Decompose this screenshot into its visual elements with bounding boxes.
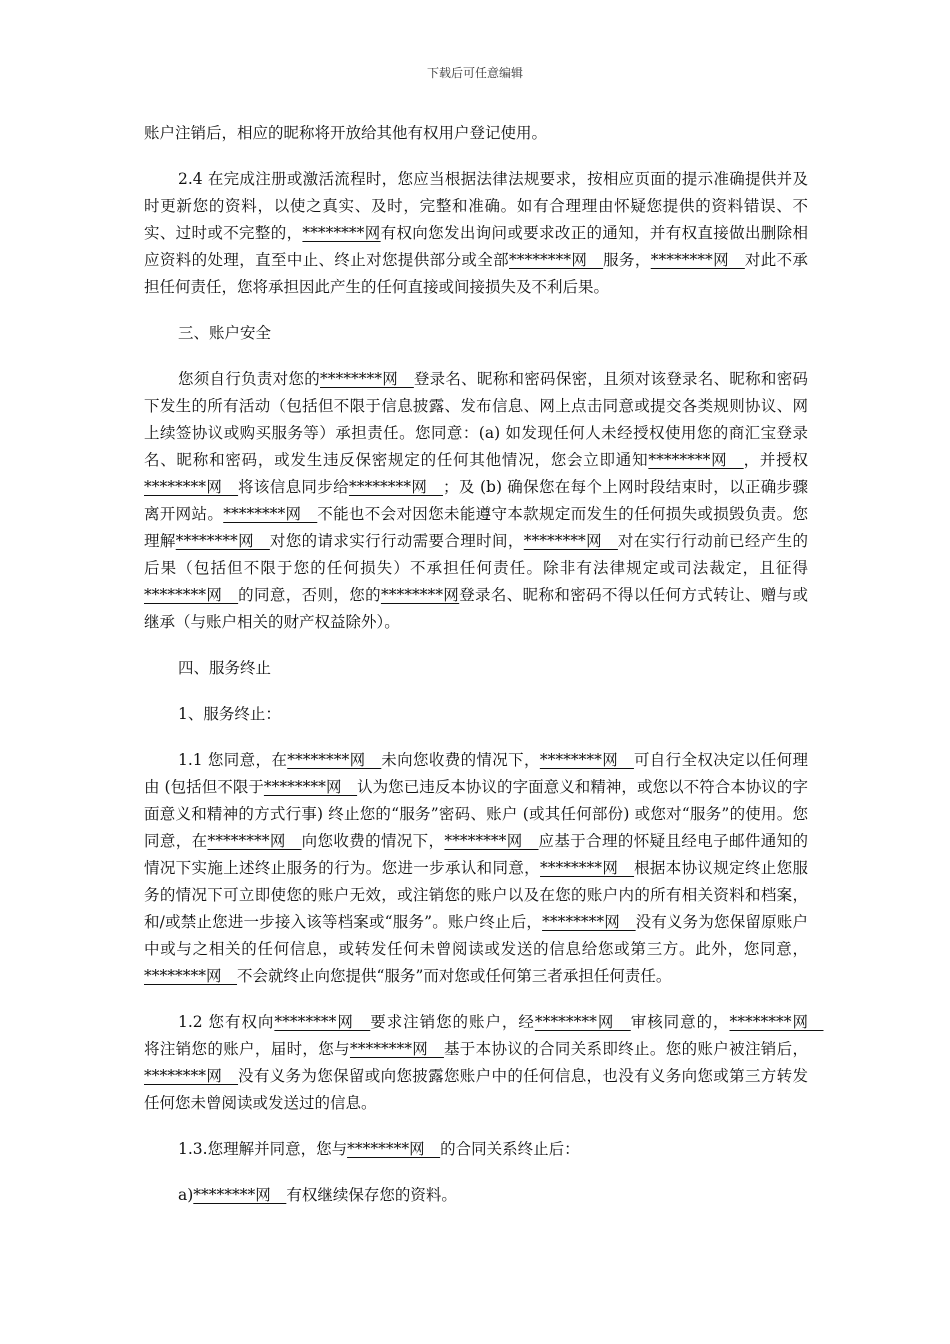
text-run: 认为您已违反本协议的字面意义和精神，或您以不符合本协议的字面意义和精神的方式行事) 终止您的“服务”密码、账户 (或其任何部份) 或您对“服务”的使用。您同意，在 <box>144 778 808 850</box>
site-name-blank: ********网 <box>144 967 238 985</box>
site-name-blank: ********网 <box>175 532 270 550</box>
paragraph-p1 <box>144 166 808 301</box>
site-name-blank: ********网 <box>509 251 604 269</box>
site-name-blank: ********网 <box>347 1140 441 1158</box>
text-run: 没有义务为您保留或向您披露您账户中的任何信息，也没有义务向您或第三方转发任何您未曾阅读或发送过的信息。 <box>144 1067 808 1112</box>
paragraph-p2 <box>144 320 808 347</box>
site-name-blank: ********网 <box>540 859 635 877</box>
site-name-blank: ********网 <box>534 1013 631 1031</box>
text-run: 对此不承担任何责任，您将承担因此产生的任何直接或间接损失及不利后果。 <box>144 251 808 296</box>
site-name-blank: ********网 <box>542 913 636 931</box>
site-name-blank: ********网 <box>302 224 381 242</box>
text-run: 将注销您的账户，届时，您与 <box>144 1040 350 1058</box>
site-name-blank: ********网 <box>648 451 744 469</box>
paragraph-p8 <box>144 1136 808 1163</box>
site-name-blank: ********网 <box>274 1013 371 1031</box>
paragraph-p6 <box>144 747 808 990</box>
text-run: 1.2 您有权向 <box>178 1013 275 1031</box>
text-run: 的合同关系终止后： <box>440 1140 580 1158</box>
paragraph-p3 <box>144 366 808 636</box>
text-run: 不能也不会对因您未能遵守本款规定而发生的任何损失或损毁负责。您理解 <box>144 505 808 550</box>
text-run: a) <box>178 1186 194 1204</box>
site-name-blank: ********网 <box>287 751 382 769</box>
text-run: 有权向您发出询问或要求改正的通知，并有权直接做出删除相应资料的处理，直至中止、终止对您提供部分或全部 <box>144 224 808 269</box>
text-run: 三、账户安全 <box>178 324 272 342</box>
site-name-blank: ********网 <box>223 505 318 523</box>
site-name-blank: ********网 <box>349 1040 444 1058</box>
paragraph-p9 <box>144 1182 808 1209</box>
text-run: 向您收费的情况下， <box>301 832 445 850</box>
site-name-blank: ********网 <box>539 751 634 769</box>
paragraph-p0 <box>144 120 808 147</box>
site-name-blank: ********网 <box>144 1067 239 1085</box>
site-name-blank: ********网 <box>444 832 539 850</box>
text-run: 将该信息同步给 <box>238 478 349 496</box>
text-run: ，并授权 <box>743 451 808 469</box>
paragraph-p4 <box>144 655 808 682</box>
text-run: 要求注销您的账户，经 <box>370 1013 535 1031</box>
text-run: 服务， <box>603 251 651 269</box>
text-run: 您须自行负责对您的 <box>178 370 320 388</box>
site-name-blank: ********网 <box>523 532 618 550</box>
text-run: 未向您收费的情况下， <box>381 751 540 769</box>
text-run: 基于本协议的合同关系即终止。您的账户被注销后， <box>443 1040 808 1058</box>
text-run: 1、服务终止： <box>178 705 281 723</box>
paragraph-p5 <box>144 701 808 728</box>
site-name-blank: ********网 <box>320 370 414 388</box>
paragraph-p7 <box>144 1009 824 1117</box>
text-run: ；及 (b) 确保您在每个上网时段结束时，以正确步骤离开网站。 <box>144 478 808 523</box>
site-name-blank: ********网 <box>144 586 239 604</box>
text-run: 可自行全权决定以任何理由 (包括但不限于 <box>144 751 808 796</box>
text-run: 1.3.您理解并同意，您与 <box>178 1140 348 1158</box>
site-name-blank: ********网 <box>207 832 302 850</box>
text-run: 1.1 您同意，在 <box>178 751 288 769</box>
text-run: 登录名、昵称和密码不得以任何方式转让、赠与或继承（与账户相关的财产权益除外）。 <box>144 586 808 631</box>
text-run: 的同意，否则，您的 <box>238 586 381 604</box>
text-run: 有权继续保存您的资料。 <box>286 1186 457 1204</box>
text-run: 没有义务为您保留原账户中或与之相关的任何信息，或转发任何未曾阅读或发送的信息给您或第三方。此外，您同意， <box>144 913 808 958</box>
site-name-blank: ********网 <box>348 478 444 496</box>
page-header: 下载后可任意编辑 <box>426 66 523 80</box>
site-name-blank: ********网 <box>263 778 358 796</box>
site-name-blank: ********网 <box>144 478 239 496</box>
site-name-blank: ********网 <box>380 586 460 604</box>
document-body <box>144 120 824 1228</box>
site-name-blank: ********网 <box>729 1013 824 1031</box>
text-run: 对您的请求实行行动需要合理时间， <box>269 532 524 550</box>
text-run: 登录名、昵称和密码保密，且须对该登录名、昵称和密码下发生的所有活动（包括但不限于信息披露、发布信息、网上点击同意或提交各类规则协议、网上续签协议或购买服务等）承担责任。您同意：(a) 如发现任何人未经授权使用您的商汇宝登录名、昵称和密码，或发生违反保密规定的任何其他情况，您会立即通知 <box>144 370 808 469</box>
site-name-blank: ********网 <box>650 251 745 269</box>
text-run: 2.4 在完成注册或激活流程时，您应当根据法律法规要求，按相应页面的提示准确提供并及时更新您的资料，以使之真实、及时，完整和准确。如有合理理由怀疑您提供的资料错误、不实、过时或不完整的， <box>144 170 808 242</box>
text-run: 账户注销后，相应的昵称将开放给其他有权用户登记使用。 <box>144 124 548 142</box>
text-run: 根据本协议规定终止您服务的情况下可立即使您的账户无效，或注销您的账户以及在您的账户内的所有相关资料和档案，和/或禁止您进一步接入该等档案或“服务”。账户终止后， <box>144 859 808 931</box>
site-name-blank: ********网 <box>193 1186 287 1204</box>
text-run: 应基于合理的怀疑且经电子邮件通知的情况下实施上述终止服务的行为。您进一步承认和同意， <box>144 832 808 877</box>
text-run: 不会就终止向您提供“服务”而对您或任何第三者承担任何责任。 <box>237 967 672 985</box>
text-run: 四、服务终止 <box>178 659 272 677</box>
text-run: 对在实行行动前已经产生的后果（包括但不限于您的任何损失）不承担任何责任。除非有法律规定或司法裁定，且征得 <box>144 532 808 577</box>
text-run: 审核同意的， <box>630 1013 730 1031</box>
